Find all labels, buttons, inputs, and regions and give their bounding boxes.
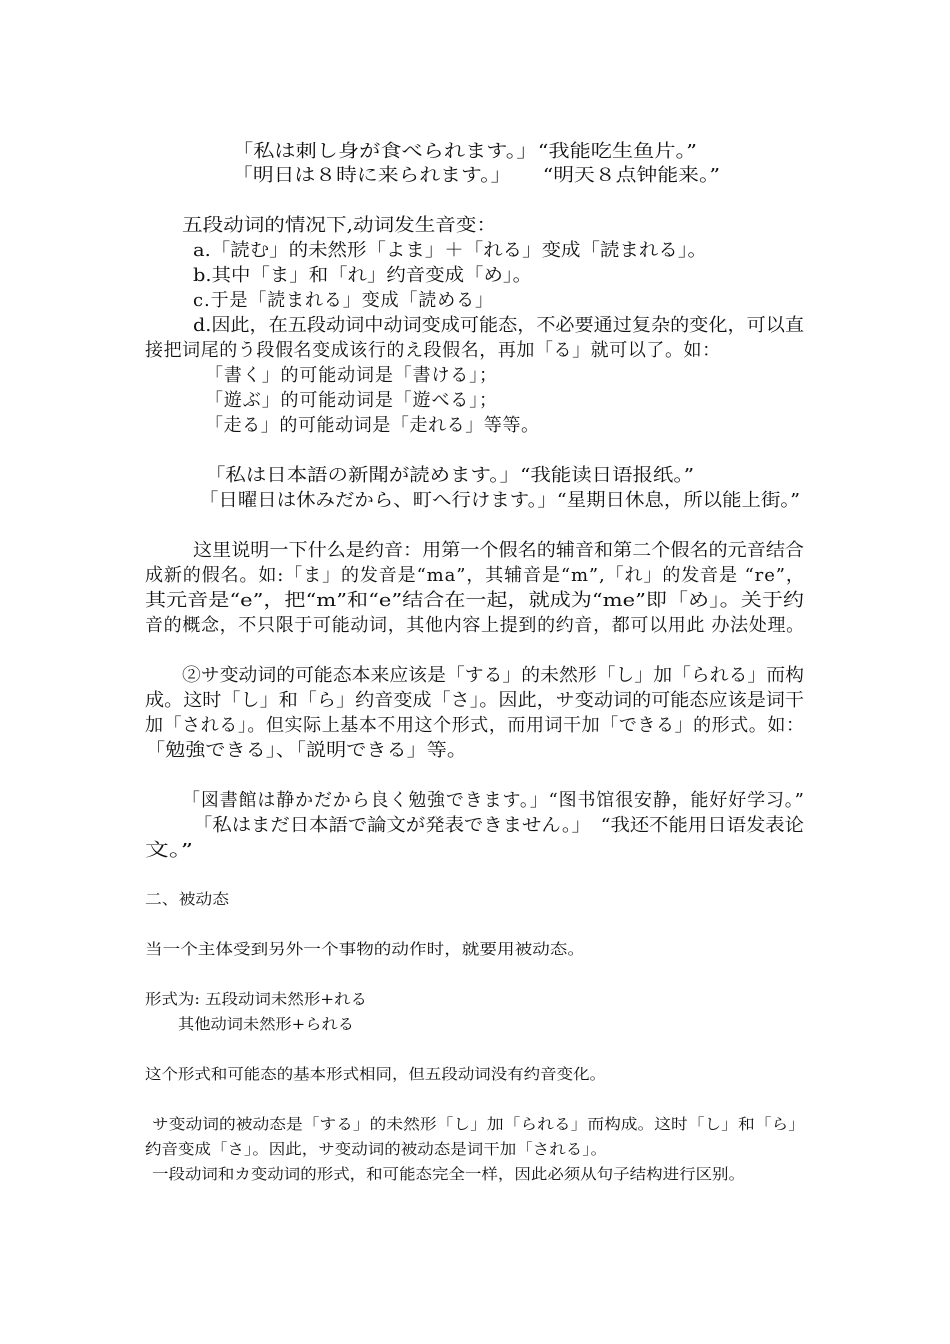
paragraph-line: 音的概念，不只限于可能动词，其他内容上提到的约音，都可以用此 办法处理。 bbox=[145, 615, 805, 636]
paragraph-line: 五段动词的情况下,动词发生音变： bbox=[182, 215, 497, 236]
paragraph-line: サ变动词的被动态是「する」的未然形「し」加「られる」而构成。这时「し」和「ら」 bbox=[152, 1115, 805, 1133]
paragraph-line: 接把词尾的う段假名变成该行的え段假名，再加「る」就可以了。如： bbox=[145, 340, 721, 361]
list-item: d.因此，在五段动词中动词变成可能态，不必要通过复杂的变化，可以直 bbox=[193, 315, 804, 336]
formula-line: 其他动词未然形+られる bbox=[178, 1015, 355, 1033]
example-sentence: 「図書館は静かだから良く勉強できます。」“图书馆很安静，能好好学习。” bbox=[182, 790, 805, 811]
paragraph-line: ②サ变动词的可能态本来应该是「する」的未然形「し」加「られる」而构 bbox=[182, 665, 804, 686]
paragraph-line: 当一个主体受到另外一个事物的动作时，就要用被动态。 bbox=[145, 940, 586, 958]
list-item: c.于是「読まれる」变成「読める」 bbox=[193, 290, 494, 311]
example-line: 「書く」的可能动词是「書ける」； bbox=[205, 365, 498, 386]
paragraph-line: 成新的假名。如:「ま」的发音是“ma”，其辅音是“m”,「れ」的发音是 “re”， bbox=[145, 565, 805, 586]
example-sentence: 「私は日本語の新聞が読めます。」“我能读日语报纸。” bbox=[205, 465, 695, 486]
paragraph-line: 「勉強できる」、「説明できる」等。 bbox=[145, 740, 468, 761]
example-sentence: 「私は刺し身が食べられます。」“我能吃生鱼片。” bbox=[232, 141, 697, 162]
example-sentence: 「私はまだ日本語で論文が発表できません。」 “我还不能用日语发表论 bbox=[193, 815, 805, 836]
list-item: a.「読む」的未然形「よま」＋「れる」变成「読まれる」。 bbox=[193, 240, 708, 261]
example-sentence: 「明日は８時に来られます。」 “明天８点钟能来。” bbox=[232, 165, 721, 186]
example-sentence: 「日曜日は休みだから、町へ行けます。」“星期日休息，所以能上街。” bbox=[199, 490, 801, 511]
paragraph-line: 这里说明一下什么是约音：用第一个假名的辅音和第二个假名的元音结合 bbox=[193, 540, 805, 561]
example-line: 「遊ぶ」的可能动词是「遊べる」； bbox=[205, 390, 498, 411]
paragraph-line: 这个形式和可能态的基本形式相同，但五段动词没有约音变化。 bbox=[145, 1065, 607, 1083]
paragraph-line: 加「される」。但实际上基本不用这个形式，而用词干加「できる」的形式。如： bbox=[145, 715, 805, 736]
example-line: 「走る」的可能动词是「走れる」等等。 bbox=[205, 415, 540, 436]
paragraph-line: 成。这时「し」和「ら」约音变成「さ」。因此，サ变动词的可能态应该是词干 bbox=[145, 690, 805, 711]
formula-line: 形式为: 五段动词未然形+れる bbox=[145, 990, 367, 1008]
paragraph-line: 一段动词和カ变动词的形式，和可能态完全一样，因此必须从句子结构进行区别。 bbox=[152, 1165, 745, 1183]
list-item: b.其中「ま」和「れ」约音变成「め」。 bbox=[193, 265, 533, 286]
section-heading: 二、被动态 bbox=[145, 890, 230, 908]
example-sentence: 文。” bbox=[145, 840, 194, 861]
paragraph-line: 其元音是“e”，把“m”和“e”结合在一起，就成为“me”即「め」。关于约 bbox=[145, 590, 804, 611]
paragraph-line: 约音变成「さ」。因此，サ变动词的被动态是词干加「される」。 bbox=[145, 1140, 608, 1158]
